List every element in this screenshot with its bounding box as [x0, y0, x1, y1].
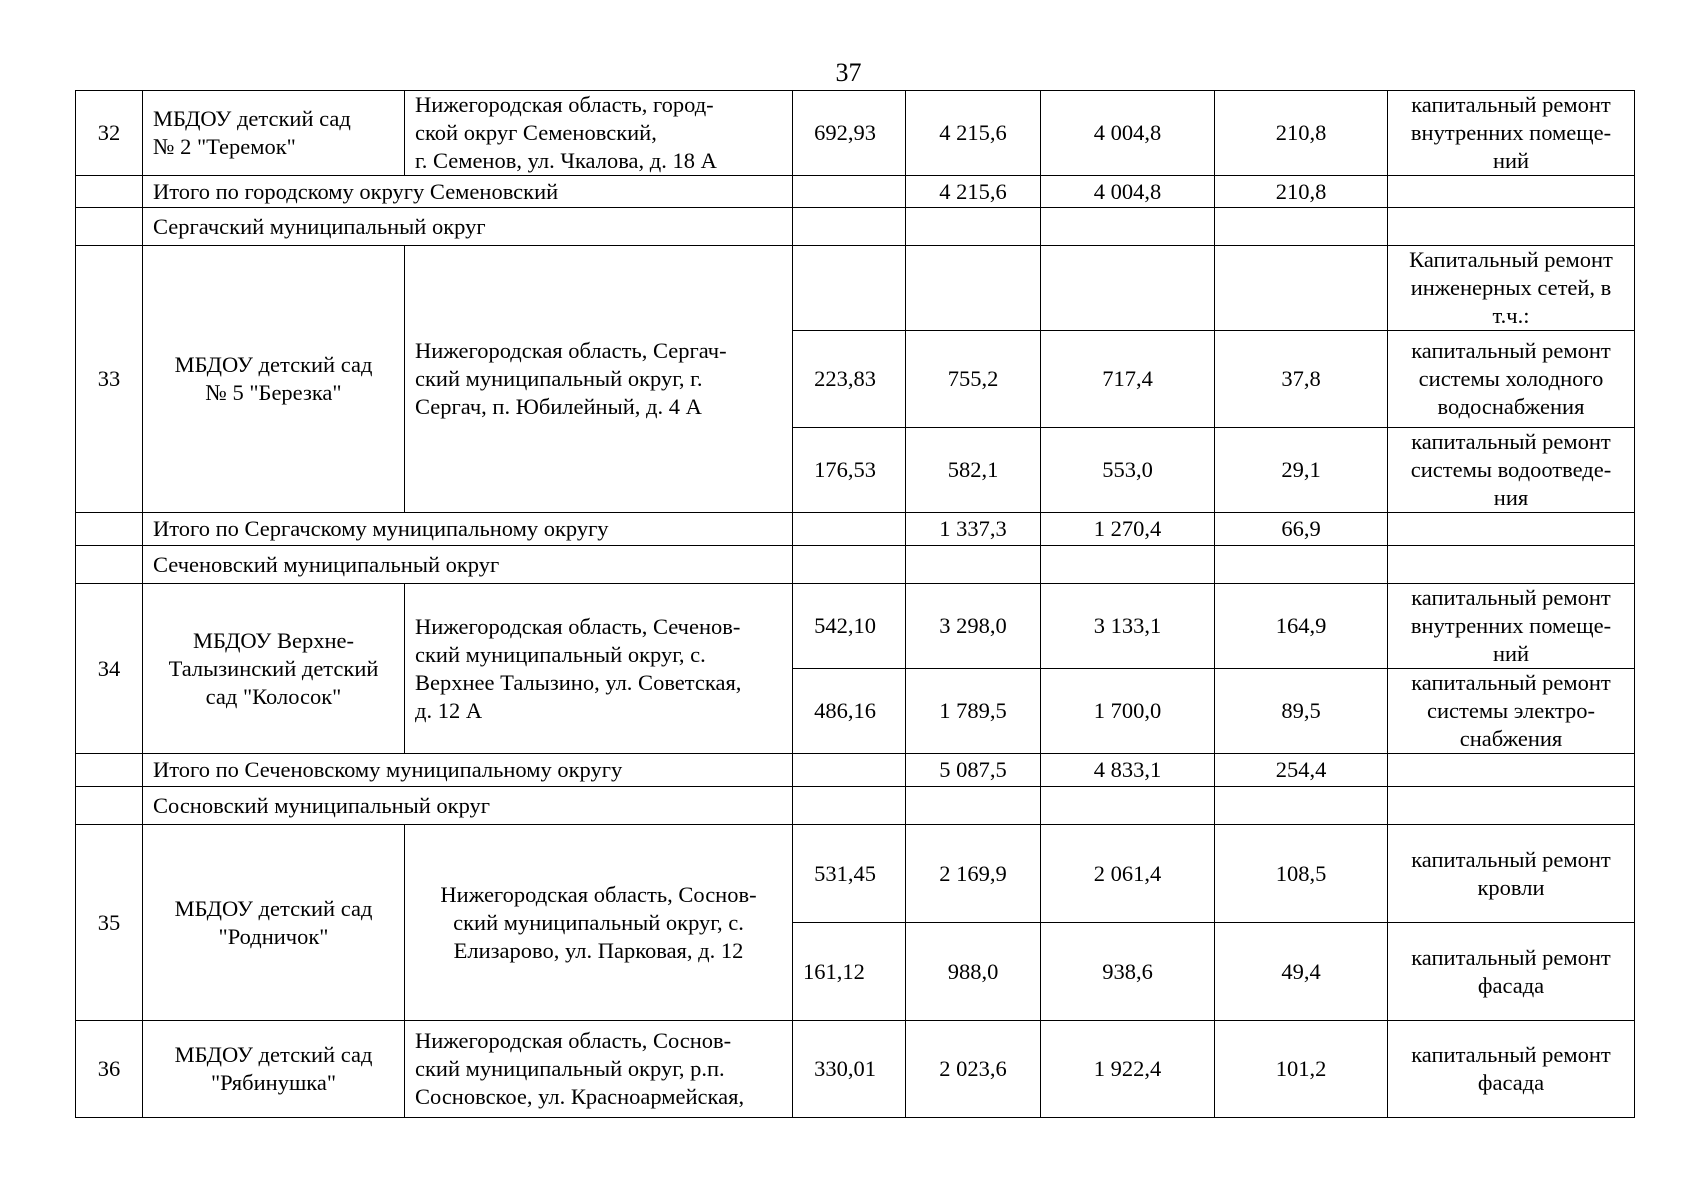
institution-name: МБДОУ детский сад № 5 "Березка": [143, 246, 405, 513]
table-row: [76, 1021, 1635, 1118]
fund-cell: 3 133,1: [1041, 584, 1215, 669]
total-cell: 4 215,6: [906, 91, 1041, 176]
total-cell: 2 169,9: [906, 825, 1041, 923]
total-cell: 5 087,5: [906, 754, 1041, 787]
fund-cell: 4 004,8: [1041, 176, 1215, 208]
work-type-cell: капитальный ремонт системы водоотведе- ния: [1388, 428, 1635, 513]
fund-cell: 2 061,4: [1041, 825, 1215, 923]
table-row: [76, 246, 1635, 331]
subtotal-row: [76, 754, 1635, 787]
total-cell: 1 789,5: [906, 669, 1041, 754]
institution-name: МБДОУ детский сад "Родничок": [143, 825, 405, 1021]
district-name: Сосновский муниципальный округ: [143, 787, 793, 825]
institution-name: МБДОУ детский сад "Рябинушка": [143, 1021, 405, 1118]
institution-address: Нижегородская область, город- ской округ Семеновский, г. Семенов, ул. Чкалова, д. 18 А: [405, 91, 793, 176]
local-cell: 101,2: [1215, 1021, 1388, 1118]
district-header-row: [76, 787, 1635, 825]
local-cell: 164,9: [1215, 584, 1388, 669]
row-number: 33: [76, 246, 143, 513]
table-row: [76, 584, 1635, 669]
area-cell: 176,53: [793, 428, 906, 513]
fund-cell: 1 700,0: [1041, 669, 1215, 754]
local-cell: 89,5: [1215, 669, 1388, 754]
local-cell: 66,9: [1215, 513, 1388, 546]
area-cell: 330,01: [793, 1021, 906, 1118]
institution-address: Нижегородская область, Сеченов- ский муниципальный округ, с. Верхнее Талызино, ул. Советская, д. 12 А: [405, 584, 793, 754]
fund-cell: 1 922,4: [1041, 1021, 1215, 1118]
local-cell: 29,1: [1215, 428, 1388, 513]
work-type-cell: капитальный ремонт системы электро- снабжения: [1388, 669, 1635, 754]
subtotal-row: [76, 176, 1635, 208]
fund-cell: 4 004,8: [1041, 91, 1215, 176]
subtotal-label: Итого по Сеченовскому муниципальному округу: [143, 754, 793, 787]
area-cell: 531,45: [793, 825, 906, 923]
local-cell: 37,8: [1215, 331, 1388, 428]
works-table: [75, 90, 1635, 1118]
area-cell: 486,16: [793, 669, 906, 754]
district-name: Сергачский муниципальный округ: [143, 208, 793, 246]
work-type-cell: Капитальный ремонт инженерных сетей, в т.ч.:: [1388, 246, 1635, 331]
institution-address: Нижегородская область, Соснов- ский муниципальный округ, р.п. Сосновское, ул. Красноармейская,: [405, 1021, 793, 1118]
subtotal-label: Итого по Сергачскому муниципальному округу: [143, 513, 793, 546]
work-type-cell: капитальный ремонт внутренних помеще- ний: [1388, 584, 1635, 669]
total-cell: 2 023,6: [906, 1021, 1041, 1118]
total-cell: 3 298,0: [906, 584, 1041, 669]
fund-cell: 1 270,4: [1041, 513, 1215, 546]
page-number: 37: [835, 58, 862, 87]
work-type-cell: капитальный ремонт кровли: [1388, 825, 1635, 923]
district-header-row: [76, 546, 1635, 584]
total-cell: 582,1: [906, 428, 1041, 513]
work-type-cell: капитальный ремонт системы холодного водоснабжения: [1388, 331, 1635, 428]
area-cell: 692,93: [793, 91, 906, 176]
institution-name: МБДОУ детский сад № 2 "Теремок": [143, 91, 405, 176]
local-cell: 49,4: [1215, 923, 1388, 1021]
row-number: 36: [76, 1021, 143, 1118]
work-type-cell: капитальный ремонт фасада: [1388, 1021, 1635, 1118]
area-cell: 542,10: [793, 584, 906, 669]
local-cell: 210,8: [1215, 176, 1388, 208]
fund-cell: 4 833,1: [1041, 754, 1215, 787]
row-number: 34: [76, 584, 143, 754]
table-row: [76, 91, 1635, 176]
district-name: Сеченовский муниципальный округ: [143, 546, 793, 584]
local-cell: 210,8: [1215, 91, 1388, 176]
area-cell: 223,83: [793, 331, 906, 428]
subtotal-label: Итого по городскому округу Семеновский: [143, 176, 793, 208]
total-cell: 755,2: [906, 331, 1041, 428]
row-number: 32: [76, 91, 143, 176]
work-type-cell: капитальный ремонт внутренних помеще- ний: [1388, 91, 1635, 176]
local-cell: 108,5: [1215, 825, 1388, 923]
table-row: [76, 825, 1635, 923]
institution-address: Нижегородская область, Соснов- ский муниципальный округ, с. Елизарово, ул. Парковая, д. 12: [405, 825, 793, 1021]
institution-name: МБДОУ Верхне- Талызинский детский сад "Колосок": [143, 584, 405, 754]
area-cell: 161,12: [793, 923, 906, 1021]
row-number: 35: [76, 825, 143, 1021]
fund-cell: 717,4: [1041, 331, 1215, 428]
total-cell: 1 337,3: [906, 513, 1041, 546]
fund-cell: 938,6: [1041, 923, 1215, 1021]
total-cell: 988,0: [906, 923, 1041, 1021]
fund-cell: 553,0: [1041, 428, 1215, 513]
local-cell: 254,4: [1215, 754, 1388, 787]
total-cell: 4 215,6: [906, 176, 1041, 208]
institution-address: Нижегородская область, Сергач- ский муниципальный округ, г. Сергач, п. Юбилейный, д. 4 А: [405, 246, 793, 513]
district-header-row: [76, 208, 1635, 246]
work-type-cell: капитальный ремонт фасада: [1388, 923, 1635, 1021]
subtotal-row: [76, 513, 1635, 546]
